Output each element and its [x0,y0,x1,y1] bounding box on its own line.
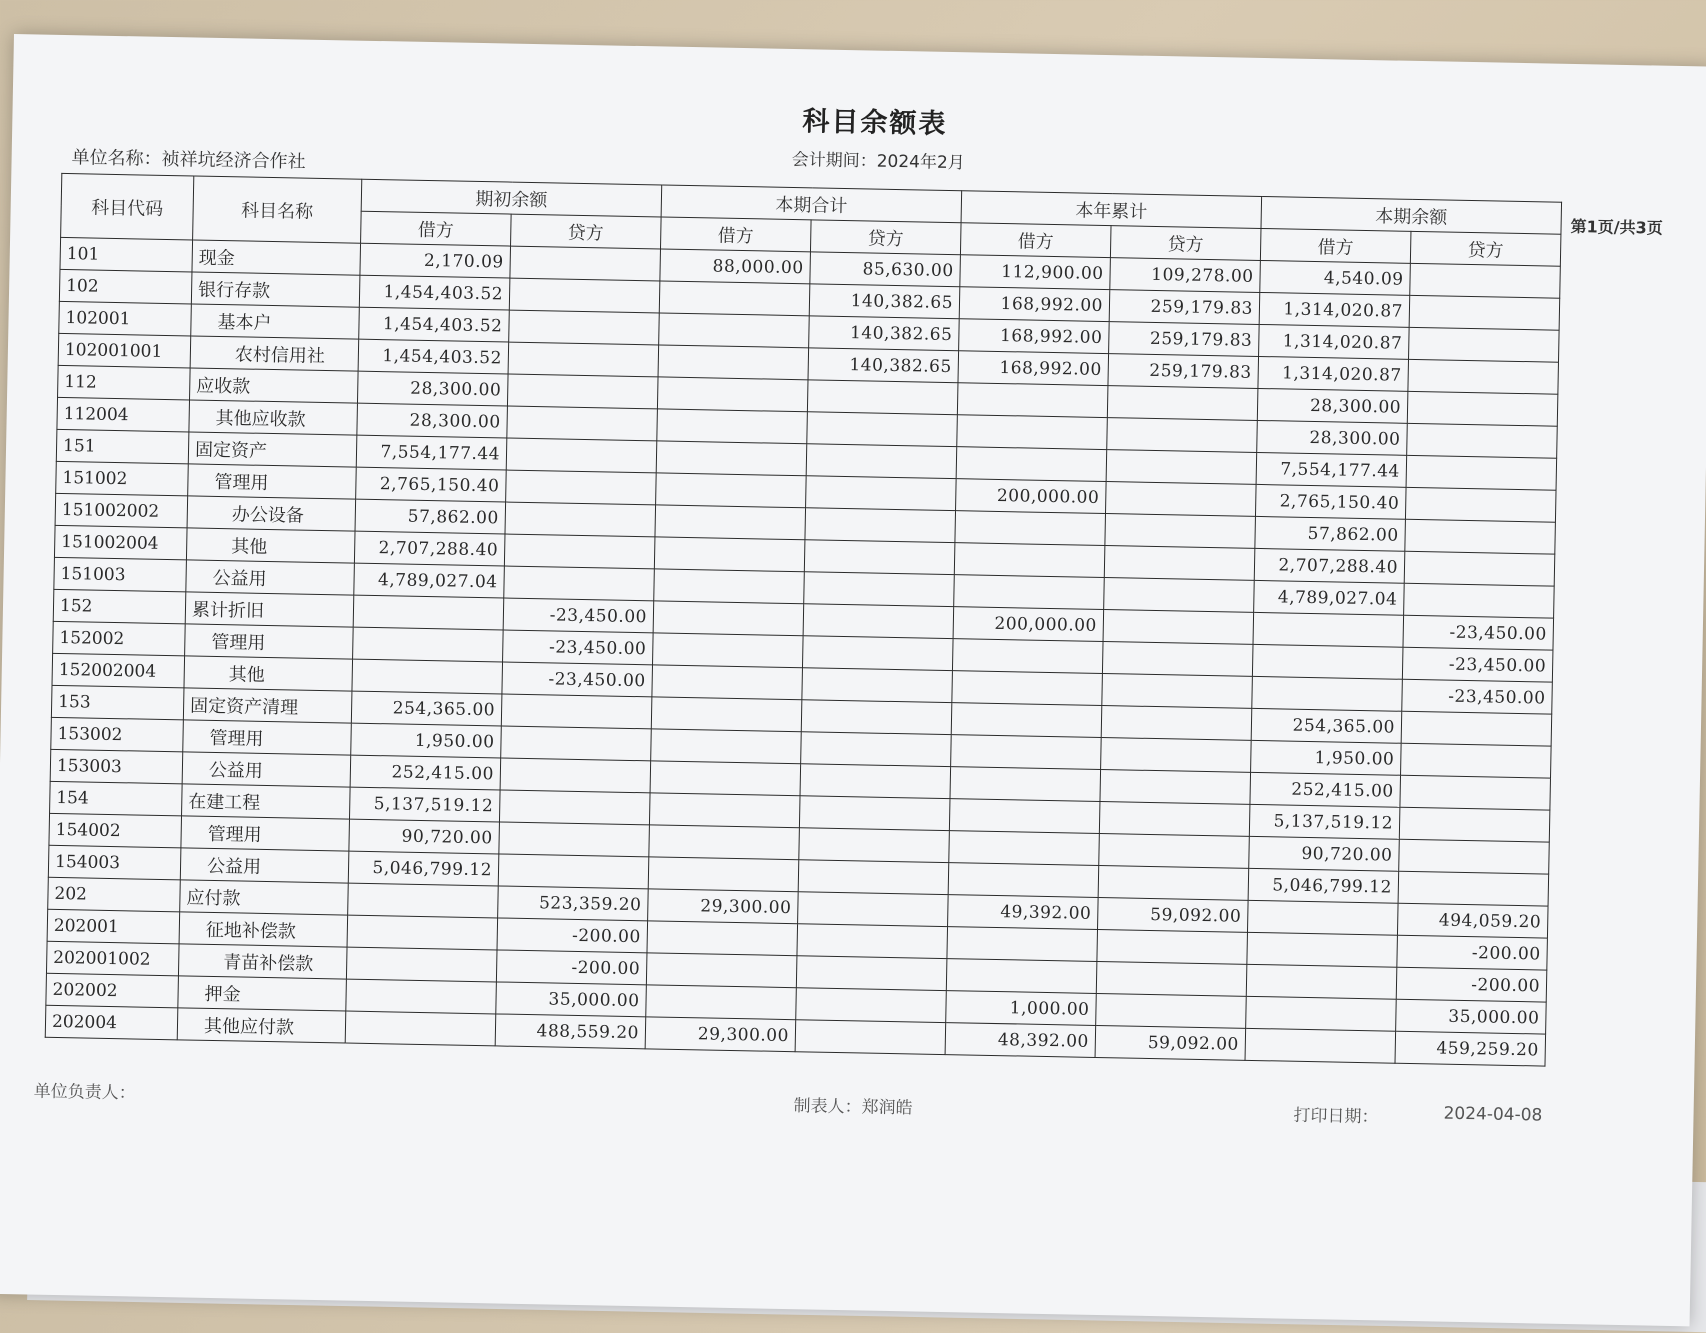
closing-credit-cell [1410,263,1561,298]
opening-debit-cell: 4,789,027.04 [354,563,505,598]
header-credit: 贷方 [511,214,662,249]
period-debit-cell [646,985,797,1020]
account-code: 151002 [56,461,189,496]
ytd-debit-cell: 168,992.00 [959,319,1110,354]
period-credit-cell [797,924,948,959]
period-debit-cell: 88,000.00 [660,249,811,284]
closing-debit-cell: 1,314,020.87 [1259,324,1410,359]
opening-credit-cell [499,790,650,825]
opening-credit-cell: -23,450.00 [503,598,654,633]
closing-debit-cell [1246,964,1397,999]
closing-debit-cell [1247,932,1398,967]
header-debit: 借方 [361,211,512,246]
opening-credit-cell [509,310,660,345]
ytd-debit-cell [957,415,1108,450]
closing-credit-cell [1405,487,1556,522]
opening-credit-cell [508,342,659,377]
opening-credit-cell [506,470,657,505]
period-debit-cell [654,537,805,572]
account-name: 应收款 [190,368,359,403]
opening-debit-cell [348,883,499,918]
ytd-debit-cell [948,863,1099,898]
header-group-opening: 期初余额 [361,179,662,217]
opening-credit-cell [507,374,658,409]
period-credit-cell [807,380,958,415]
account-name: 基本户 [191,304,360,339]
ytd-debit-cell [951,735,1102,770]
closing-debit-cell [1252,644,1403,679]
opening-debit-cell: 90,720.00 [349,819,500,854]
ytd-debit-cell [956,447,1107,482]
closing-debit-cell: 252,415.00 [1250,772,1401,807]
account-name: 青苗补偿款 [178,944,347,979]
ytd-credit-cell [1107,386,1258,421]
closing-credit-cell: -23,450.00 [1403,615,1554,650]
ytd-debit-cell: 1,000.00 [946,991,1097,1026]
ytd-credit-cell [1097,929,1248,964]
account-code: 153003 [50,749,183,784]
account-name: 管理用 [183,720,352,755]
closing-credit-cell [1405,519,1556,554]
account-name: 征地补偿款 [179,912,348,947]
period-debit-cell [659,313,810,348]
opening-debit-cell: 2,170.09 [360,243,511,278]
period-credit-cell [801,700,952,735]
ytd-credit-cell: 259,179.83 [1109,290,1260,325]
account-name: 其他应收款 [189,400,358,435]
account-code: 151003 [54,557,187,592]
period-credit-cell [795,1020,946,1055]
opening-debit-cell: 28,300.00 [357,371,508,406]
ytd-credit-cell [1099,801,1250,836]
account-name: 现金 [192,240,361,275]
period-credit-cell [802,636,953,671]
closing-credit-cell [1404,551,1555,586]
period-debit-cell [650,761,801,796]
opening-credit-cell [504,566,655,601]
closing-debit-cell [1245,1028,1396,1063]
ytd-credit-cell [1106,450,1257,485]
opening-credit-cell [509,278,660,313]
account-code: 202 [48,877,181,912]
ytd-debit-cell: 168,992.00 [958,351,1109,386]
ytd-debit-cell: 49,392.00 [948,895,1099,930]
account-code: 202001002 [46,941,179,976]
account-name: 公益用 [186,560,355,595]
account-code: 102001001 [58,333,191,368]
account-name: 管理用 [181,816,350,851]
closing-credit-cell [1407,423,1558,458]
account-name: 固定资产清理 [183,688,352,723]
account-name: 累计折旧 [185,592,354,627]
opening-credit-cell [504,534,655,569]
account-code: 153 [51,685,184,720]
account-name: 固定资产 [188,432,357,467]
account-code: 202001 [47,909,180,944]
opening-debit-cell [352,659,503,694]
period-credit-cell [799,796,950,831]
opening-credit-cell [499,822,650,857]
closing-credit-cell: -23,450.00 [1402,679,1553,714]
opening-credit-cell: -23,450.00 [503,630,654,665]
account-code: 152 [53,589,186,624]
closing-debit-cell: 2,707,288.40 [1254,548,1405,583]
period-debit-cell [646,953,797,988]
closing-credit-cell [1401,743,1552,778]
account-name: 农村信用社 [190,336,359,371]
opening-debit-cell: 7,554,177.44 [356,435,507,470]
ytd-credit-cell [1104,578,1255,613]
period-credit-cell [802,668,953,703]
account-code: 112 [58,365,191,400]
account-name: 其他应付款 [177,1008,346,1043]
period-credit-cell [805,508,956,543]
ytd-credit-cell [1101,738,1252,773]
opening-debit-cell: 57,862.00 [355,499,506,534]
opening-credit-cell [507,406,658,441]
closing-debit-cell: 7,554,177.44 [1256,452,1407,487]
ytd-credit-cell: 259,179.83 [1108,354,1259,389]
report-sheet [0,34,1706,1326]
ytd-debit-cell: 112,900.00 [960,255,1111,290]
ytd-credit-cell [1102,642,1253,677]
ytd-credit-cell [1096,961,1247,996]
account-code: 153002 [51,717,184,752]
account-code: 152002004 [52,653,185,688]
ytd-credit-cell: 59,092.00 [1095,1025,1246,1060]
ytd-debit-cell: 200,000.00 [956,479,1107,514]
opening-credit-cell: -23,450.00 [502,662,653,697]
closing-debit-cell: 1,314,020.87 [1259,292,1410,327]
period-credit-cell [804,540,955,575]
account-name: 管理用 [188,464,357,499]
period-debit-cell [656,473,807,508]
opening-credit-cell [510,246,661,281]
period-debit-cell [652,665,803,700]
ytd-debit-cell [949,799,1100,834]
ytd-debit-cell: 200,000.00 [953,607,1104,642]
opening-credit-cell: -200.00 [497,918,648,953]
ytd-credit-cell [1103,610,1254,645]
closing-debit-cell: 1,950.00 [1251,740,1402,775]
closing-credit-cell [1409,327,1560,362]
closing-credit-cell [1408,359,1559,394]
period-debit-cell [651,729,802,764]
ytd-debit-cell: 168,992.00 [959,287,1110,322]
report-title: 科目余额表 [802,106,948,140]
account-code: 112004 [57,397,190,432]
account-name: 押金 [178,976,347,1011]
unit-name: 单位名称：祯祥坑经济合作社 [71,147,306,173]
ytd-debit-cell: 48,392.00 [945,1023,1096,1058]
account-name: 应付款 [180,880,349,915]
account-code: 151002004 [54,525,187,560]
opening-credit-cell [506,438,657,473]
period-credit-cell [799,828,950,863]
period-debit-cell [654,569,805,604]
ytd-credit-cell [1102,674,1253,709]
account-code: 154002 [49,813,182,848]
opening-debit-cell [347,915,498,950]
closing-credit-cell [1398,871,1549,906]
accounting-period: 会计期间：2024年2月 [791,149,965,174]
balance-table [45,173,1562,1067]
header-credit: 贷方 [1110,226,1261,261]
period-credit-cell: 140,382.65 [808,348,959,383]
period-debit-cell [649,825,800,860]
opening-debit-cell: 252,415.00 [350,755,501,790]
period-credit-cell [804,572,955,607]
ytd-debit-cell [952,671,1103,706]
opening-credit-cell: -200.00 [496,950,647,985]
closing-debit-cell: 57,862.00 [1255,516,1406,551]
closing-credit-cell [1404,583,1555,618]
header-credit: 贷方 [1410,231,1561,266]
closing-debit-cell: 4,540.09 [1260,260,1411,295]
ytd-credit-cell: 259,179.83 [1109,322,1260,357]
print-date: 2024-04-08 [1443,1103,1543,1126]
account-name: 办公设备 [187,496,356,531]
closing-debit-cell: 1,314,020.87 [1258,356,1409,391]
header-code: 科目代码 [61,173,194,240]
account-name: 其他 [186,528,355,563]
table-body [45,237,1560,1066]
period-credit-cell: 140,382.65 [809,284,960,319]
header-debit: 借方 [1260,228,1411,263]
account-code: 151 [56,429,189,464]
ytd-debit-cell [949,831,1100,866]
opening-credit-cell: 35,000.00 [496,982,647,1017]
closing-debit-cell: 90,720.00 [1249,836,1400,871]
period-credit-cell: 85,630.00 [810,252,961,287]
account-name: 其他 [184,656,353,691]
period-debit-cell [653,601,804,636]
account-code: 202004 [45,1005,178,1040]
closing-debit-cell: 5,137,519.12 [1249,804,1400,839]
period-credit-cell [796,956,947,991]
period-debit-cell [658,345,809,380]
opening-debit-cell: 2,707,288.40 [354,531,505,566]
period-credit-cell [806,444,957,479]
closing-credit-cell [1399,807,1550,842]
ytd-credit-cell [1100,769,1251,804]
period-debit-cell [649,793,800,828]
closing-credit-cell [1399,839,1550,874]
page-indicator: 第1页/共3页 [1570,216,1663,238]
opening-debit-cell: 1,454,403.52 [359,275,510,310]
closing-debit-cell [1246,996,1397,1031]
account-name: 银行存款 [191,272,360,307]
closing-credit-cell: 35,000.00 [1396,999,1547,1034]
account-name: 管理用 [185,624,354,659]
opening-credit-cell [501,726,652,761]
header-debit: 借方 [960,223,1111,258]
period-credit-cell [798,860,949,895]
ytd-debit-cell [957,383,1108,418]
period-credit-cell [798,892,949,927]
opening-debit-cell [345,1011,496,1046]
opening-debit-cell: 28,300.00 [357,403,508,438]
account-code: 102001 [59,301,192,336]
closing-debit-cell: 254,365.00 [1251,708,1402,743]
closing-credit-cell [1409,295,1560,330]
period-debit-cell [656,441,807,476]
ytd-debit-cell [950,767,1101,802]
opening-debit-cell: 1,454,403.52 [358,339,509,374]
ytd-credit-cell [1101,706,1252,741]
opening-debit-cell: 1,454,403.52 [359,307,510,342]
period-debit-cell [648,857,799,892]
ytd-credit-cell [1107,418,1258,453]
closing-credit-cell [1407,391,1558,426]
period-credit-cell [807,412,958,447]
ytd-debit-cell [952,639,1103,674]
opening-debit-cell [353,627,504,662]
period-debit-cell [657,409,808,444]
unit-leader-label: 单位负责人： [33,1081,136,1104]
ytd-credit-cell [1098,865,1249,900]
period-debit-cell: 29,300.00 [645,1017,796,1052]
closing-credit-cell [1401,711,1552,746]
period-credit-cell [796,988,947,1023]
opening-debit-cell [346,947,497,982]
opening-credit-cell [505,502,656,537]
opening-credit-cell [498,854,649,889]
opening-debit-cell: 5,137,519.12 [349,787,500,822]
period-credit-cell [801,732,952,767]
header-group-closing: 本期余额 [1261,196,1562,234]
closing-credit-cell: 459,259.20 [1395,1031,1546,1066]
closing-credit-cell: -200.00 [1396,967,1547,1002]
ytd-debit-cell [951,703,1102,738]
closing-debit-cell: 5,046,799.12 [1248,868,1399,903]
print-date-label: 打印日期： [1293,1105,1379,1128]
ytd-credit-cell [1104,546,1255,581]
header-credit: 贷方 [810,220,961,255]
header-group-ytd: 本年累计 [961,191,1262,229]
account-code: 101 [60,237,193,272]
period-debit-cell [651,697,802,732]
closing-debit-cell [1247,900,1398,935]
closing-debit-cell: 2,765,150.40 [1255,484,1406,519]
header-debit: 借方 [660,217,811,252]
account-code: 151002002 [55,493,188,528]
header-name: 科目名称 [193,176,362,243]
period-credit-cell [806,476,957,511]
account-name: 在建工程 [182,784,351,819]
ytd-credit-cell [1096,993,1247,1028]
closing-debit-cell [1252,676,1403,711]
ytd-debit-cell [954,543,1105,578]
ytd-debit-cell [946,959,1097,994]
period-debit-cell [659,281,810,316]
ytd-credit-cell [1105,514,1256,549]
period-credit-cell [803,604,954,639]
account-name: 公益用 [180,848,349,883]
opening-debit-cell: 254,365.00 [351,691,502,726]
closing-debit-cell: 28,300.00 [1257,420,1408,455]
account-name: 公益用 [182,752,351,787]
opening-debit-cell: 2,765,150.40 [356,467,507,502]
period-debit-cell: 29,300.00 [648,889,799,924]
closing-debit-cell: 4,789,027.04 [1254,580,1405,615]
period-debit-cell [655,505,806,540]
period-debit-cell [657,377,808,412]
closing-credit-cell [1400,775,1551,810]
opening-credit-cell: 523,359.20 [498,886,649,921]
closing-debit-cell [1253,612,1404,647]
opening-credit-cell: 488,559.20 [495,1014,646,1049]
closing-credit-cell: -23,450.00 [1402,647,1553,682]
period-credit-cell [800,764,951,799]
ytd-debit-cell [955,511,1106,546]
period-credit-cell: 140,382.65 [809,316,960,351]
account-code: 154003 [48,845,181,880]
opening-debit-cell: 5,046,799.12 [348,851,499,886]
opening-debit-cell [353,595,504,630]
closing-debit-cell: 28,300.00 [1257,388,1408,423]
opening-debit-cell [346,979,497,1014]
opening-credit-cell [500,758,651,793]
account-code: 154 [50,781,183,816]
ytd-credit-cell [1105,482,1256,517]
header-group-period: 本期合计 [661,185,962,223]
period-debit-cell [647,921,798,956]
ytd-debit-cell [947,927,1098,962]
ytd-credit-cell: 59,092.00 [1098,897,1249,932]
ytd-credit-cell: 109,278.00 [1110,258,1261,293]
closing-credit-cell: 494,059.20 [1397,903,1548,938]
preparer: 制表人：郑润皓 [793,1096,913,1119]
account-code: 102 [59,269,192,304]
closing-credit-cell: -200.00 [1397,935,1548,970]
opening-credit-cell [501,694,652,729]
ytd-debit-cell [954,575,1105,610]
period-debit-cell [653,633,804,668]
opening-debit-cell: 1,950.00 [351,723,502,758]
account-code: 202002 [46,973,179,1008]
account-code: 152002 [53,621,186,656]
ytd-credit-cell [1099,833,1250,868]
closing-credit-cell [1406,455,1557,490]
